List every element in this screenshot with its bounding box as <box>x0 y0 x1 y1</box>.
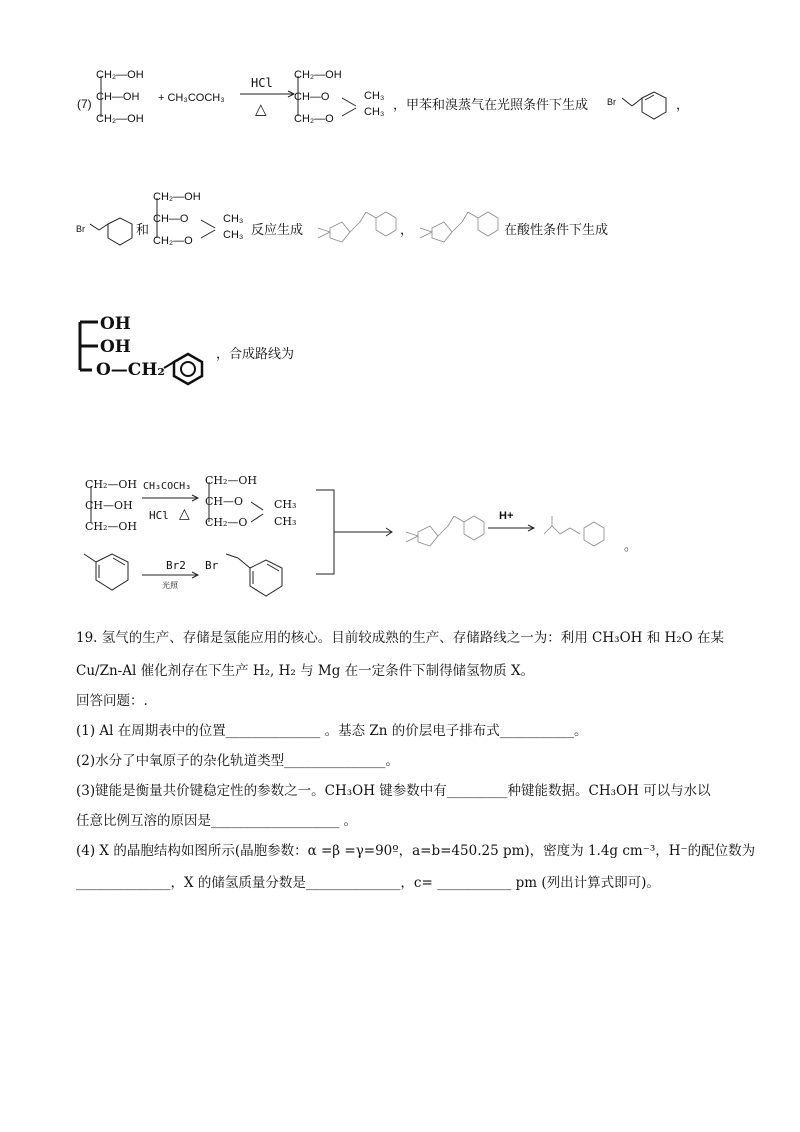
benzyl-bromide-structure <box>620 88 676 134</box>
line2-acid-text: 在酸性条件下生成 <box>504 223 609 238</box>
route-benzyl-ketal <box>398 508 490 558</box>
route-ketal-3: CH₂—O <box>205 516 248 529</box>
q19-intro-line-2: Cu/Zn-Al 催化剂存在下生产 H₂, H₂ 与 Mg 在一定条件下制得储氢物质 X。 <box>76 663 535 679</box>
route-ketal-1: CH₂—OH <box>205 474 258 487</box>
reaction-arrow-1 <box>238 90 298 116</box>
route-benzyl-bromide <box>214 548 300 608</box>
product-oh-1: OH <box>100 314 131 334</box>
ketal-line-3: CH₂—O <box>294 113 334 125</box>
route-methyl-2: CH₃ <box>274 515 297 528</box>
line2-comma: ， <box>400 223 414 238</box>
line2-ketal-line-2: CH—O <box>153 213 189 225</box>
route-final-product <box>536 504 626 554</box>
route-period: 。 <box>624 539 638 554</box>
route-ketal-2: CH—O <box>205 495 244 508</box>
benzyl-ketal-structure-1 <box>310 204 402 254</box>
route-h-plus: H+ <box>499 510 514 522</box>
line2-methyl-2: CH₃ <box>223 229 244 241</box>
triangle-icon: △ <box>255 100 267 118</box>
step7-text: ，甲苯和溴蒸气在光照条件下生成 <box>393 98 589 113</box>
route-glycerol-bonds <box>88 484 94 524</box>
route-ketal-bonds <box>205 476 285 528</box>
glycerol-line-1: CH₂—OH <box>96 69 144 81</box>
route-triangle-icon: △ <box>179 506 190 522</box>
route-bracket <box>310 486 400 578</box>
q19-part-3a: (3)键能是衡量共价键稳定性的参数之一。CH₃OH 键参数中有_________种键能数据。CH₃OH 可以与水以 <box>76 783 711 799</box>
line2-ketal-bonds <box>153 192 233 244</box>
route-toluene <box>76 548 140 608</box>
product-och2: O—CH₂ <box>96 360 165 380</box>
route-glycerol-2: CH—OH <box>85 499 133 512</box>
q19-part-3b: 任意比例互溶的原因是___________________ 。 <box>76 813 358 829</box>
line2-reacts: 反应生成 <box>251 223 304 238</box>
route-intro-text: ，合成路线为 <box>216 347 295 362</box>
route-glycerol-3: CH₂—OH <box>85 520 138 533</box>
route-methyl-1: CH₃ <box>274 498 297 511</box>
ketal-methyls <box>364 88 384 120</box>
methyl-2: CH₃ <box>364 106 385 118</box>
q19-part-2: (2)水分了中氧原子的杂化轨道类型_______________。 <box>76 753 399 769</box>
ketal-bonds <box>294 70 374 122</box>
route-reagent-top: CH₃COCH₃ <box>143 481 192 492</box>
q19-intro-line-1: 19. 氢气的生产、存储是氢能应用的核心。目前较成熟的生产、存储路线之一为：利用 CH₃OH 和 H₂O 在某 <box>76 630 725 646</box>
benzyl-ketal-structure-2 <box>412 204 504 254</box>
q19-part-1: (1) Al 在周期表中的位置______________ 。基态 Zn 的价层电子排布式___________。 <box>76 723 588 739</box>
line2-and: 和 <box>136 223 150 238</box>
route-reagent-bottom: HCl <box>149 509 169 522</box>
benzyl-bromide-br: Br <box>607 97 616 107</box>
route-br-label: Br <box>205 559 219 572</box>
glycerol-line-2: CH—OH <box>96 91 140 103</box>
step7-trailing-comma: ， <box>676 98 690 113</box>
product-oh-2: OH <box>100 337 131 357</box>
ketal-line-2: CH—O <box>294 91 330 103</box>
q19-part-4a: (4) X 的晶胞结构如图所示(晶胞参数：α =β =γ=90º，a=b=450.25 pm)，密度为 1.4g cm⁻³，H⁻的配位数为 <box>76 843 756 859</box>
line2-methyls <box>223 211 243 243</box>
route-arrow-3 <box>486 524 538 534</box>
line2-benzyl-bromide <box>90 214 138 252</box>
q19-part-4b: ______________，X 的储氢质量分数是______________，c= ___________ pm (列出计算式即可)。 <box>76 875 660 891</box>
route-light: 光照 <box>162 581 178 590</box>
line2-methyl-1: CH₃ <box>223 213 244 225</box>
route-br2: Br2 <box>166 559 186 572</box>
route-methyls <box>274 496 296 530</box>
glycerol-bonds <box>98 74 104 119</box>
route-arrow-1 <box>140 494 202 504</box>
line2-br: Br <box>76 224 85 234</box>
glycerol-line-3: CH₂—OH <box>96 113 144 125</box>
step7-number: (7) <box>77 97 92 111</box>
hcl-label: HCl <box>251 76 273 90</box>
methyl-1: CH₃ <box>364 90 385 102</box>
q19-answer-prompt: 回答问题：. <box>76 693 148 709</box>
line2-ketal-line-3: CH₂—O <box>153 235 193 247</box>
ketal-line-1: CH₂—OH <box>294 69 342 81</box>
route-glycerol-1: CH₂—OH <box>85 478 138 491</box>
line2-ketal-line-1: CH₂—OH <box>153 191 201 203</box>
acetone-reagent: + CH₃COCH₃ <box>158 92 225 104</box>
